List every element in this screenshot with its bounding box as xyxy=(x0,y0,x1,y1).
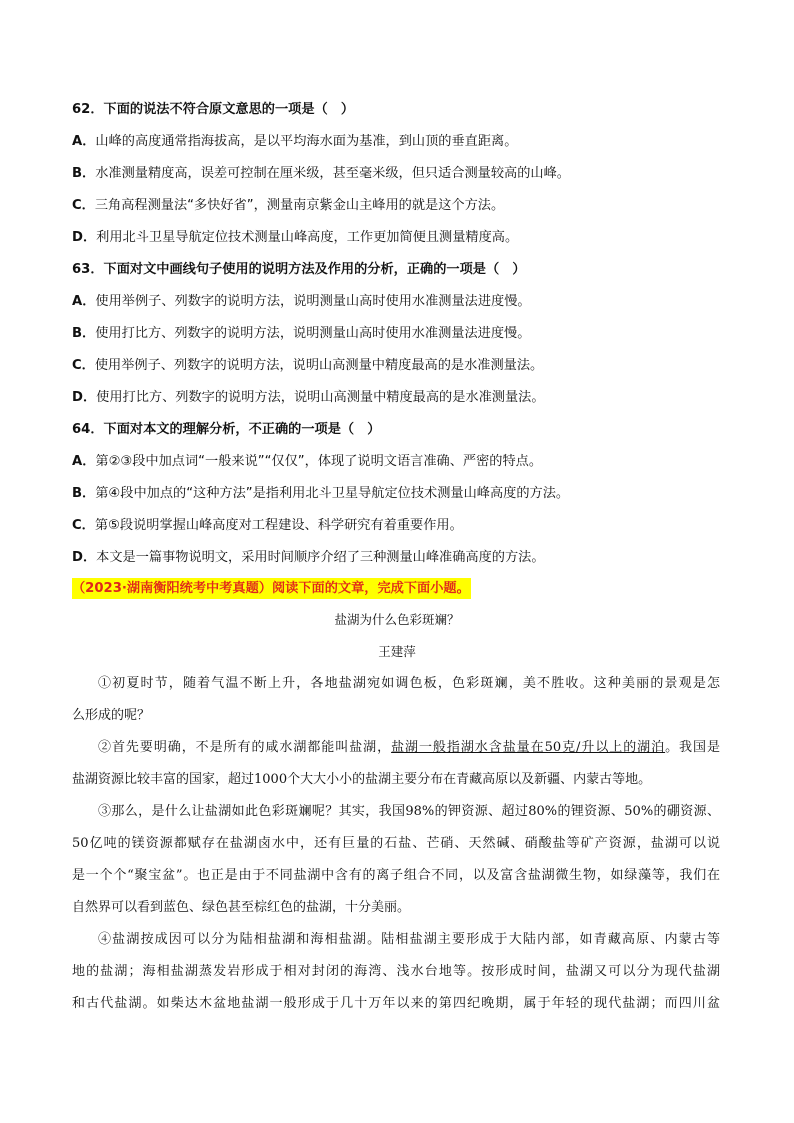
question-63-stem: 63．下面对文中画线句子使用的说明方法及作用的分析，正确的一项是（ ） xyxy=(72,262,526,277)
question-62-option-c: C．三角高程测量法“多快好省”，测量南京紫金山主峰用的就是这个方法。 xyxy=(72,198,505,213)
paragraph-4-line-3: 和古代盐湖。如柴达木盆地盐湖一般形成于几十万年以来的第四纪晚期，属于年轻的现代盐湖；而四川盆 xyxy=(72,996,720,1011)
question-62-stem: 62．下面的说法不符合原文意思的一项是（ ） xyxy=(72,102,355,117)
paragraph-2-line-2: 盐湖资源比较丰富的国家，超过1000个大大小小的盐湖主要分布在青藏高原以及新疆、内蒙古等地。 xyxy=(72,772,652,787)
paragraph-4-line-2: 地的盐湖；海相盐湖蒸发岩形成于相对封闭的海湾、浅水台地等。按形成时间，盐湖又可以分为现代盐湖 xyxy=(72,964,720,979)
paragraph-2-line-1: ②首先要明确，不是所有的咸水湖都能叫盐湖，盐湖一般指湖水含盐量在50克/升以上的湖泊。我国是 xyxy=(98,740,720,755)
question-63-option-d: D．使用打比方、列数字的说明方法，说明山高测量中精度最高的是水准测量法。 xyxy=(72,390,545,405)
paragraph-3-line-1: ③那么，是什么让盐湖如此色彩斑斓呢？其实，我国98%的钾资源、超过80%的锂资源、50%的硼资源、 xyxy=(98,804,720,819)
question-64-option-a: A．第②③段中加点词“一般来说”“仅仅”，体现了说明文语言准确、严密的特点。 xyxy=(72,454,543,469)
question-63-option-a: A．使用举例子、列数字的说明方法，说明测量山高时使用水准测量法进度慢。 xyxy=(72,294,531,309)
paragraph-4-line-1: ④盐湖按成因可以分为陆相盐湖和海相盐湖。陆相盐湖主要形成于大陆内部，如青藏高原、内蒙古等 xyxy=(98,932,720,947)
question-64-option-d: D．本文是一篇事物说明文，采用时间顺序介绍了三种测量山峰准确高度的方法。 xyxy=(72,550,545,565)
question-64-option-b: B．第④段中加点的“这种方法”是指利用北斗卫星导航定位技术测量山峰高度的方法。 xyxy=(72,486,570,501)
question-62-option-d: D．利用北斗卫星导航定位技术测量山峰高度，工作更加简便且测量精度高。 xyxy=(72,230,519,245)
paragraph-1-line-2: 么形成的呢？ xyxy=(72,708,151,723)
question-64-option-c: C．第⑤段说明掌握山峰高度对工程建设、科学研究有着重要作用。 xyxy=(72,518,463,533)
question-63-option-b: B．使用打比方、列数字的说明方法，说明测量山高时使用水准测量法进度慢。 xyxy=(72,326,531,341)
question-64-stem: 64．下面对本文的理解分析，不正确的一项是（ ） xyxy=(72,422,381,437)
article-paragraph-3 xyxy=(72,796,720,924)
article-paragraph-1 xyxy=(72,668,720,732)
underlined-sentence: 盐湖一般指湖水含盐量在50克/升以上的湖泊 xyxy=(391,740,666,755)
question-62-option-a: A．山峰的高度通常指海拔高，是以平均海水面为基准，到山顶的垂直距离。 xyxy=(72,134,518,149)
question-63-option-c: C．使用举例子、列数字的说明方法，说明山高测量中精度最高的是水准测量法。 xyxy=(72,358,544,373)
article-paragraph-4 xyxy=(72,924,720,1020)
article-title: 盐湖为什么色彩斑斓？ xyxy=(334,612,460,627)
question-62-option-b: B．水准测量精度高，误差可控制在厘米级，甚至毫米级，但只适合测量较高的山峰。 xyxy=(72,166,570,181)
article-author: 王建萍 xyxy=(378,644,416,659)
paragraph-1-line-1: ①初夏时节，随着气温不断上升，各地盐湖宛如调色板，色彩斑斓，美不胜收。这种美丽的景观是怎 xyxy=(98,676,720,691)
article-paragraph-2 xyxy=(72,732,720,796)
source-note-highlight: （2023·湖南衡阳统考中考真题）阅读下面的文章，完成下面小题。 xyxy=(72,578,471,599)
paragraph-3-line-2: 50亿吨的镁资源都赋存在盐湖卤水中，还有巨量的石盐、芒硝、天然碱、硝酸盐等矿产资源，盐湖可以说 xyxy=(72,836,720,851)
paragraph-3-line-3: 是一个个“聚宝盆”。也正是由于不同盐湖中含有的离子组合不同，以及富含盐湖微生物，如绿藻等，我们在 xyxy=(72,868,720,883)
paragraph-3-line-4: 自然界可以看到蓝色、绿色甚至棕红色的盐湖，十分美丽。 xyxy=(72,900,411,915)
